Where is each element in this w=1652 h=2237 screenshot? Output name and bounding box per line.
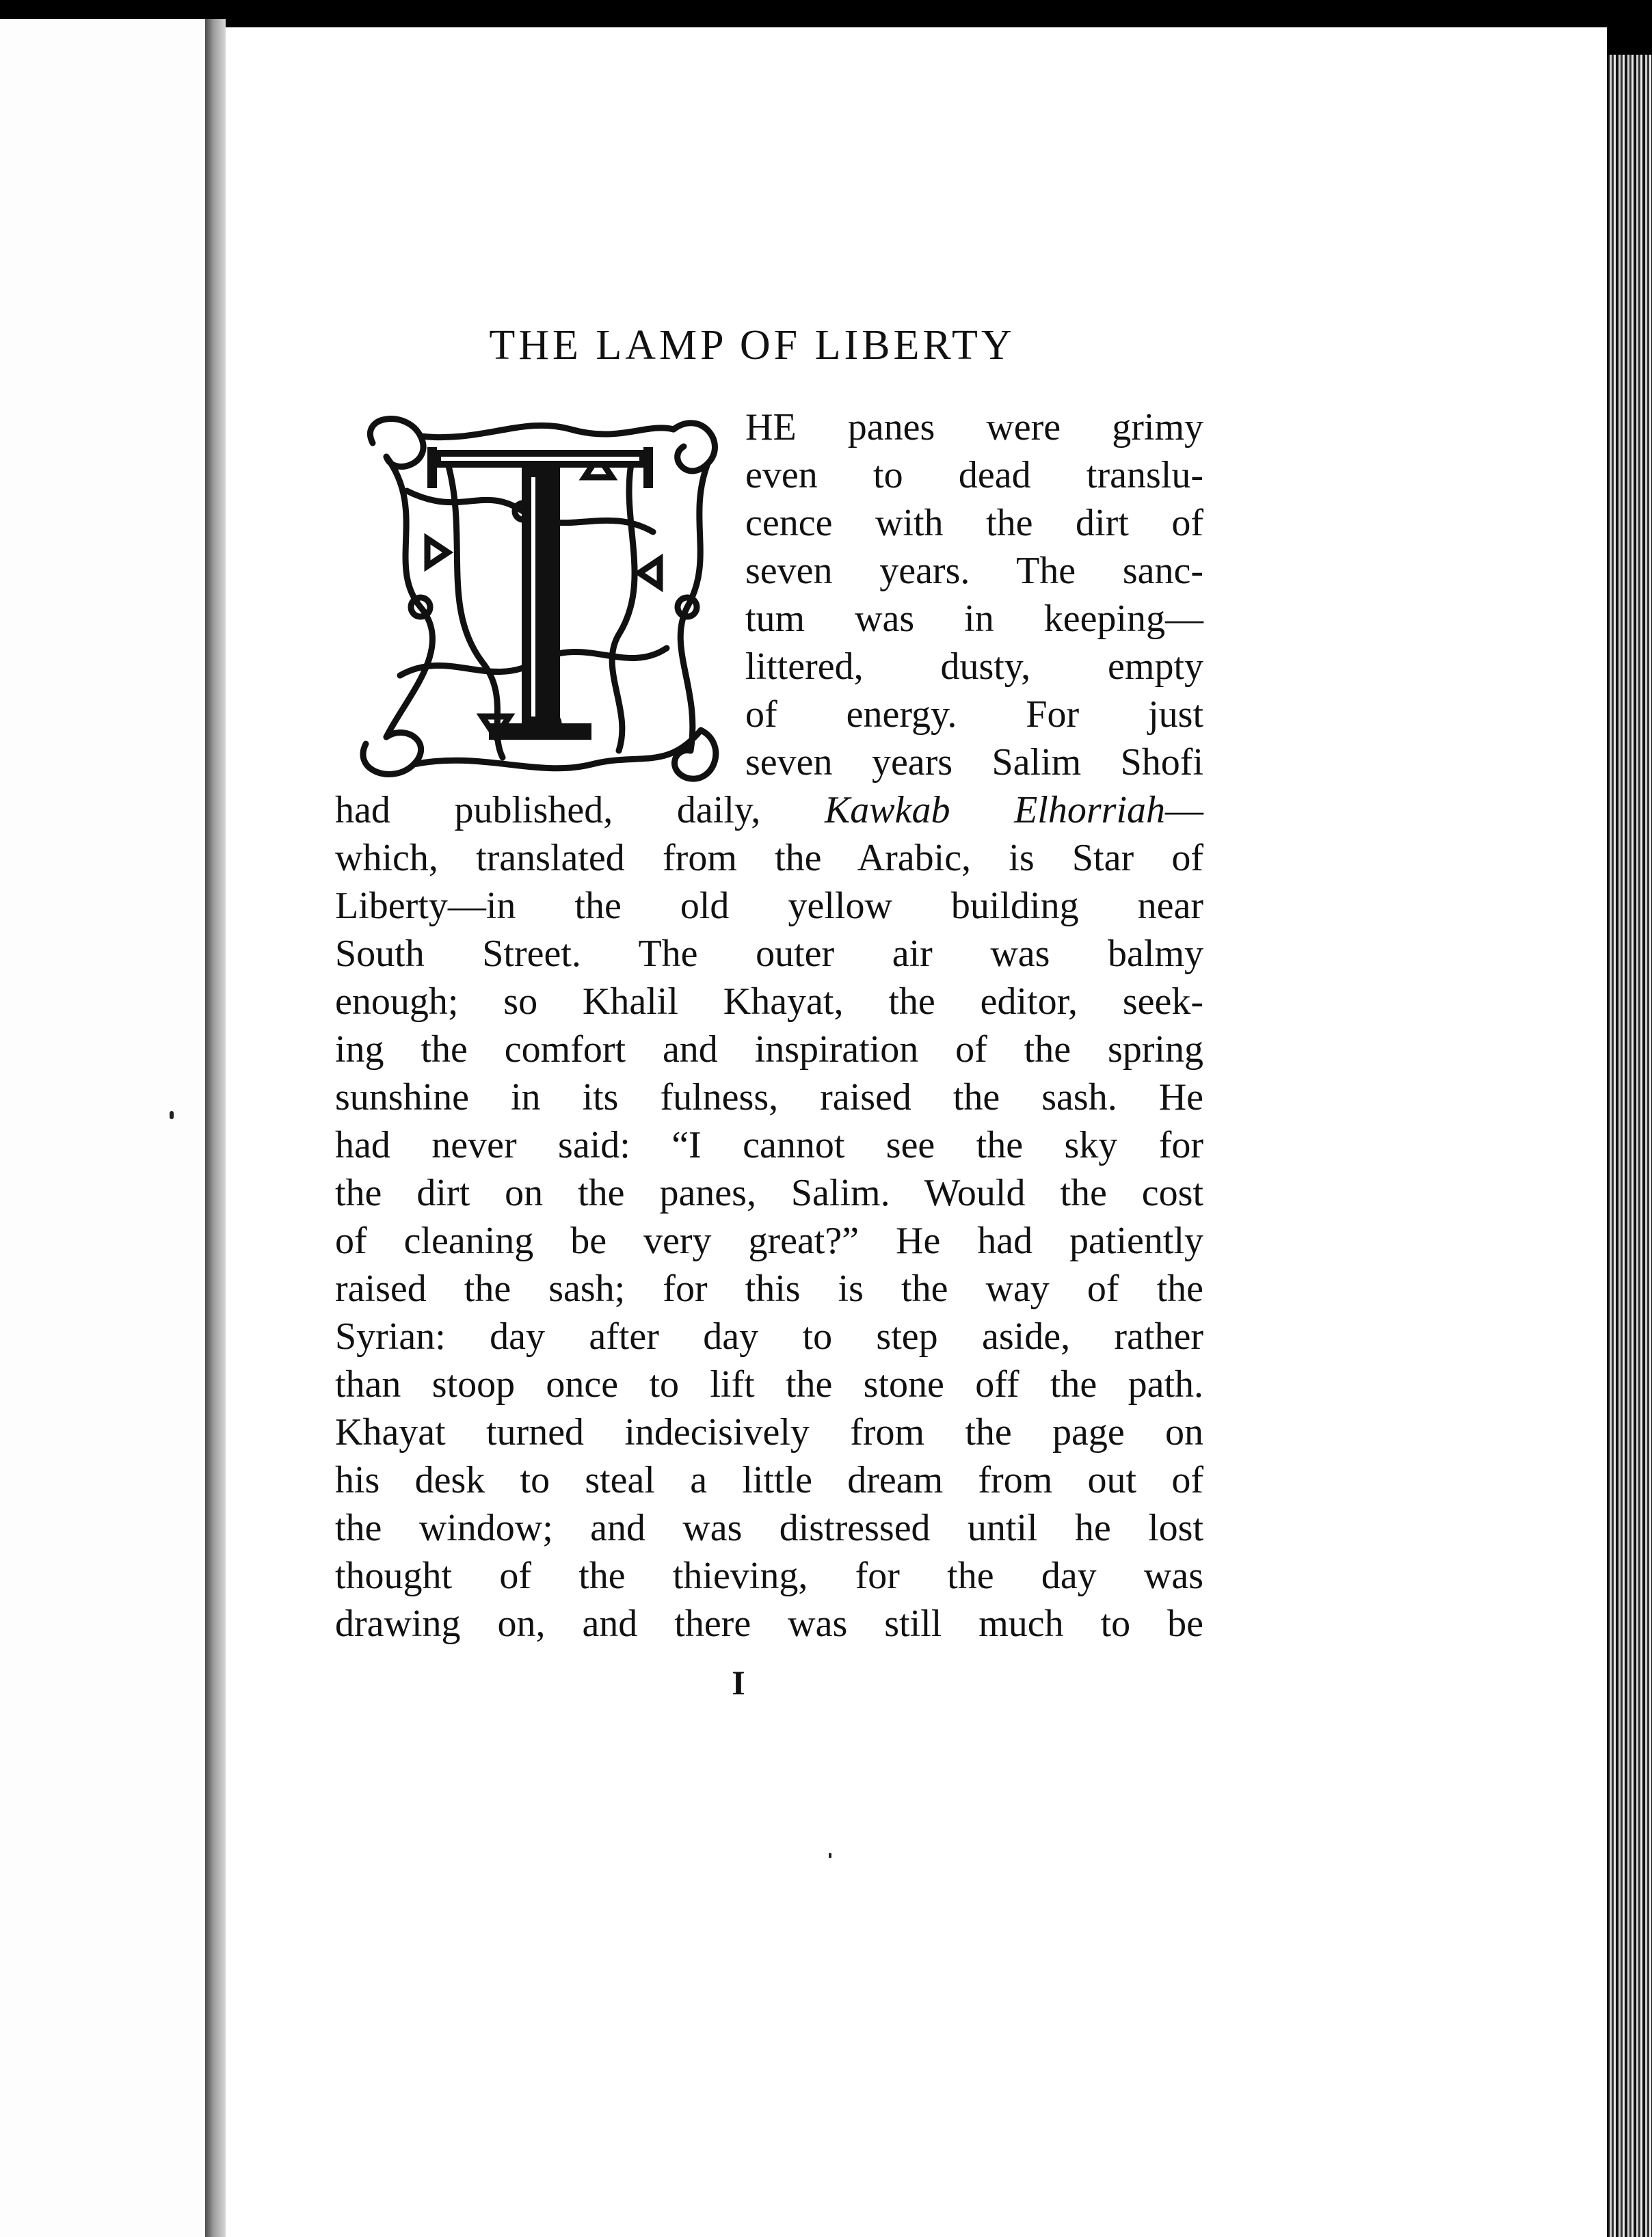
text-line: Liberty—in the old yellow building near xyxy=(335,885,1203,927)
text-line: drawing on, and there was still much to be xyxy=(335,1603,1203,1645)
text-line-with-italic-title xyxy=(335,786,1203,834)
text-line: Syrian: day after day to step aside, rather xyxy=(335,1315,1203,1358)
text-line: cence with the dirt of xyxy=(745,502,1203,544)
newspaper-title: Kawkab Elhorriah xyxy=(824,789,1165,831)
text-line: littered, dusty, empty xyxy=(745,645,1203,688)
text-line: Khayat turned indecisively from the page on xyxy=(335,1411,1203,1454)
text-line: seven years. The sanc- xyxy=(745,550,1203,592)
facing-page-edge xyxy=(0,19,205,2237)
text-line: tum was in keeping— xyxy=(745,598,1203,640)
page-number: I xyxy=(732,1663,745,1702)
text-line: enough; so Khalil Khayat, the editor, seek- xyxy=(335,980,1203,1023)
text-run: had published, daily, xyxy=(335,789,825,831)
text-line: seven years Salim Shofi xyxy=(745,741,1203,783)
text-line: ing the comfort and inspiration of the spring xyxy=(335,1028,1203,1071)
text-line: which, translated from the Arabic, is Star of xyxy=(335,837,1203,879)
running-head: THE LAMP OF LIBERTY xyxy=(489,322,1015,369)
text-line: raised the sash; for this is the way of the xyxy=(335,1268,1203,1310)
scan-speck xyxy=(829,1853,831,1858)
text-line: sunshine in its fulness, raised the sash. He xyxy=(335,1076,1203,1118)
text-line: of energy. For just xyxy=(745,693,1203,736)
page-stack-edge xyxy=(1607,55,1652,2237)
text-run: — xyxy=(1165,789,1203,831)
text-line: had never said: “I cannot see the sky for xyxy=(335,1124,1203,1166)
text-line: HE panes were grimy xyxy=(745,406,1203,448)
text-line: thought of the thieving, for the day was xyxy=(335,1555,1203,1597)
text-line: than stoop once to lift the stone off the path. xyxy=(335,1363,1203,1406)
book-gutter xyxy=(205,19,226,2237)
scan-speck xyxy=(170,1111,174,1119)
text-line: South Street. The outer air was balmy xyxy=(335,933,1203,975)
text-line: the dirt on the panes, Salim. Would the cost xyxy=(335,1172,1203,1214)
ornamental-initial xyxy=(345,402,735,792)
text-line: of cleaning be very great?” He had patiently xyxy=(335,1220,1203,1262)
text-line: the window; and was distressed until he lost xyxy=(335,1507,1203,1549)
text-line: even to dead translu- xyxy=(745,454,1203,496)
text-line: his desk to steal a little dream from out of xyxy=(335,1459,1203,1501)
